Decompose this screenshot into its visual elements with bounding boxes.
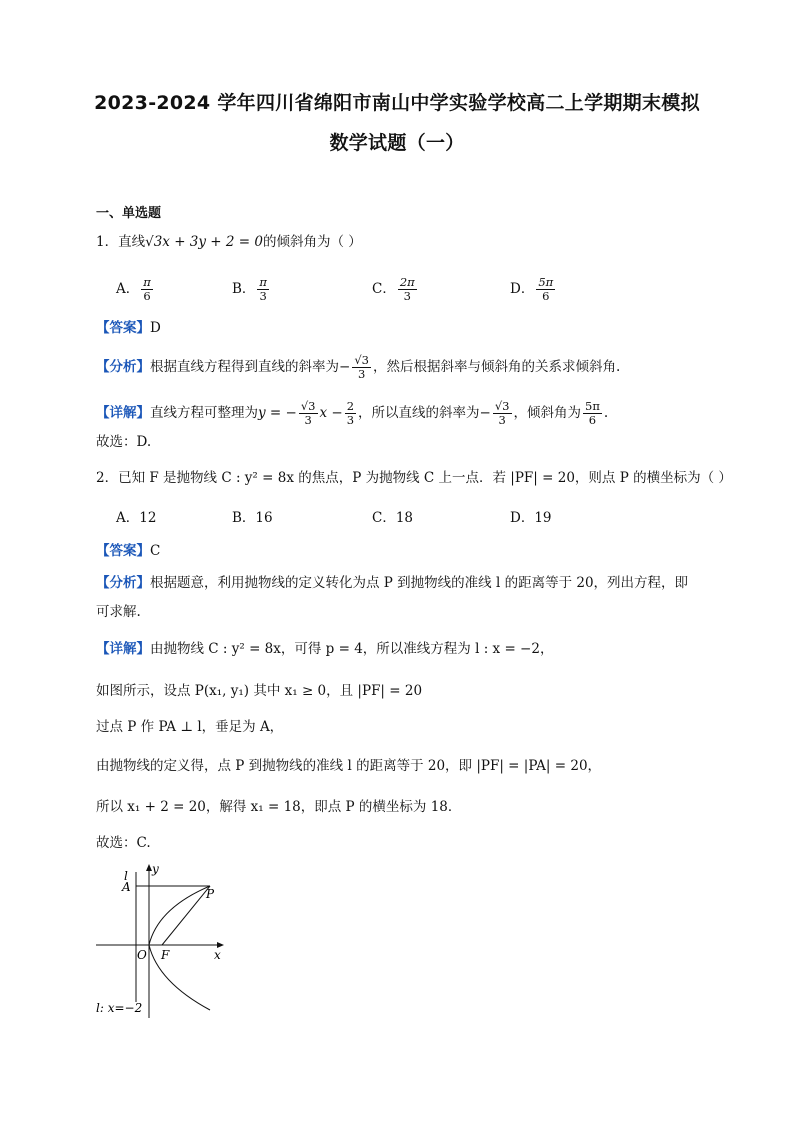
denominator: 3 xyxy=(403,289,411,303)
equation: √3x + 3y + 2 = 0 xyxy=(145,234,263,250)
label-f: F xyxy=(161,948,170,962)
denominator: 3 xyxy=(346,413,355,427)
option-b xyxy=(232,508,273,528)
answer-tag: 【答案】 xyxy=(96,543,150,559)
detail-line-3: 过点 P 作 PA ⊥ l，垂足为 A， xyxy=(96,719,284,735)
detail-text: ，所以直线的斜率为 xyxy=(358,405,480,421)
detail-text: 由抛物线 C : y² = 8x，可得 p = 4，所以准线方程为 l : x = −2， xyxy=(150,641,554,657)
option-c xyxy=(372,276,419,303)
section-heading: 一、单选题 xyxy=(96,206,162,221)
denominator: 6 xyxy=(143,289,151,303)
numerator: 5π xyxy=(585,399,600,413)
equation: x − xyxy=(319,405,343,421)
label-x: x xyxy=(214,948,221,962)
answer-line xyxy=(96,318,698,338)
analysis-line xyxy=(96,354,698,381)
option-value: 16 xyxy=(255,510,273,526)
analysis-text: 根据直线方程得到直线的斜率为 xyxy=(150,359,339,375)
answer-tag: 【答案】 xyxy=(96,320,150,336)
answer-value: D xyxy=(150,320,161,336)
minus-sign: − xyxy=(339,359,351,375)
denominator: 3 xyxy=(357,367,366,381)
fraction xyxy=(583,400,602,427)
detail-line-4: 由抛物线的定义得，点 P 到抛物线的准线 l 的距离等于 20，即 |PF| = |PA| = 20， xyxy=(96,758,602,774)
numerator: √3 xyxy=(300,399,316,413)
label-l: l xyxy=(124,869,128,883)
analysis-text: 根据题意，利用抛物线的定义转化为点 P 到抛物线的准线 l 的距离等于 20，列出方程，即 xyxy=(150,575,689,591)
page-subtitle: 数学试题（一） xyxy=(329,132,465,154)
numerator: 2 xyxy=(346,399,355,413)
numerator: 2π xyxy=(399,275,415,289)
detail-line xyxy=(96,400,698,427)
minus-sign: − xyxy=(479,405,491,421)
conclusion-line: 故选：C. xyxy=(96,835,151,851)
denominator: 3 xyxy=(498,413,506,427)
equation: y = − xyxy=(258,405,297,421)
analysis-tag: 【分析】 xyxy=(96,575,150,591)
option-label: C． xyxy=(372,510,396,526)
denominator: 3 xyxy=(304,413,312,427)
question-text: 的倾斜角为（ ） xyxy=(262,234,362,250)
option-label: B． xyxy=(232,510,256,526)
label-a: A xyxy=(122,880,131,894)
analysis-text: ，然后根据斜率与倾斜角的关系求倾斜角. xyxy=(372,359,621,375)
detail-tag: 【详解】 xyxy=(96,641,150,657)
option-value: 18 xyxy=(395,510,414,526)
label-directrix: l: x=−2 xyxy=(96,1001,143,1015)
label-y: y xyxy=(152,862,159,876)
question-number: 1． xyxy=(96,234,119,250)
analysis-line-continued: 可求解. xyxy=(96,604,141,620)
option-value: 19 xyxy=(534,510,552,526)
numerator: √3 xyxy=(494,399,510,413)
question-text: 直线 xyxy=(118,234,146,250)
option-d xyxy=(510,276,557,303)
fraction xyxy=(257,276,269,303)
answer-line xyxy=(96,541,698,561)
label-p: P xyxy=(206,887,215,901)
option-label: A． xyxy=(116,510,140,526)
detail-line-5: 所以 x₁ + 2 = 20，解得 x₁ = 18，即点 P 的横坐标为 18． xyxy=(96,799,462,815)
fraction xyxy=(536,276,555,303)
detail-line xyxy=(96,639,698,659)
detail-text: . xyxy=(603,405,609,421)
option-label: B． xyxy=(232,281,256,297)
detail-line-2: 如图所示，设点 P(x₁, y₁) 其中 x₁ ≥ 0，且 |PF| = 20 xyxy=(96,683,423,699)
fraction xyxy=(299,400,318,427)
option-label: D． xyxy=(510,281,535,297)
numerator: √3 xyxy=(354,353,369,367)
fraction xyxy=(398,276,417,303)
option-label: A． xyxy=(116,281,140,297)
detail-text: 直线方程可整理为 xyxy=(150,405,258,421)
option-d xyxy=(510,508,552,528)
fraction xyxy=(493,400,512,427)
option-a xyxy=(116,508,156,528)
numerator: 5π xyxy=(538,275,554,289)
analysis-tag: 【分析】 xyxy=(96,359,150,375)
parabola-figure xyxy=(92,860,232,1020)
conclusion-line: 故选：D. xyxy=(96,434,152,450)
detail-tag: 【详解】 xyxy=(96,405,150,421)
page-title: 2023-2024 学年四川省绵阳市南山中学实验学校高二上学期期末模拟 xyxy=(94,92,700,114)
analysis-line xyxy=(96,573,698,593)
option-b xyxy=(232,276,271,303)
question-number: 2． xyxy=(96,470,119,486)
option-value: 12 xyxy=(139,510,157,526)
fraction xyxy=(345,400,356,427)
question-text: 已知 F 是抛物线 C : y² = 8x 的焦点，P 为抛物线 C 上一点．若 |PF| = 20，则点 P 的横坐标为（ ） xyxy=(118,470,732,486)
option-a xyxy=(116,276,155,303)
parabola-curve xyxy=(149,886,210,1010)
fraction xyxy=(352,354,371,381)
numerator: π xyxy=(259,275,267,289)
segment-pf xyxy=(162,886,210,945)
answer-value: C xyxy=(150,543,161,559)
option-label: D． xyxy=(510,510,535,526)
denominator: 6 xyxy=(542,289,550,303)
option-label: C． xyxy=(372,281,396,297)
question-1 xyxy=(96,232,698,252)
denominator: 3 xyxy=(259,289,267,303)
denominator: 6 xyxy=(588,413,597,427)
numerator: π xyxy=(143,275,151,289)
option-c xyxy=(372,508,413,528)
label-o: O xyxy=(137,948,147,962)
fraction xyxy=(141,276,153,303)
question-2 xyxy=(96,468,732,488)
detail-text: ，倾斜角为 xyxy=(513,405,582,421)
